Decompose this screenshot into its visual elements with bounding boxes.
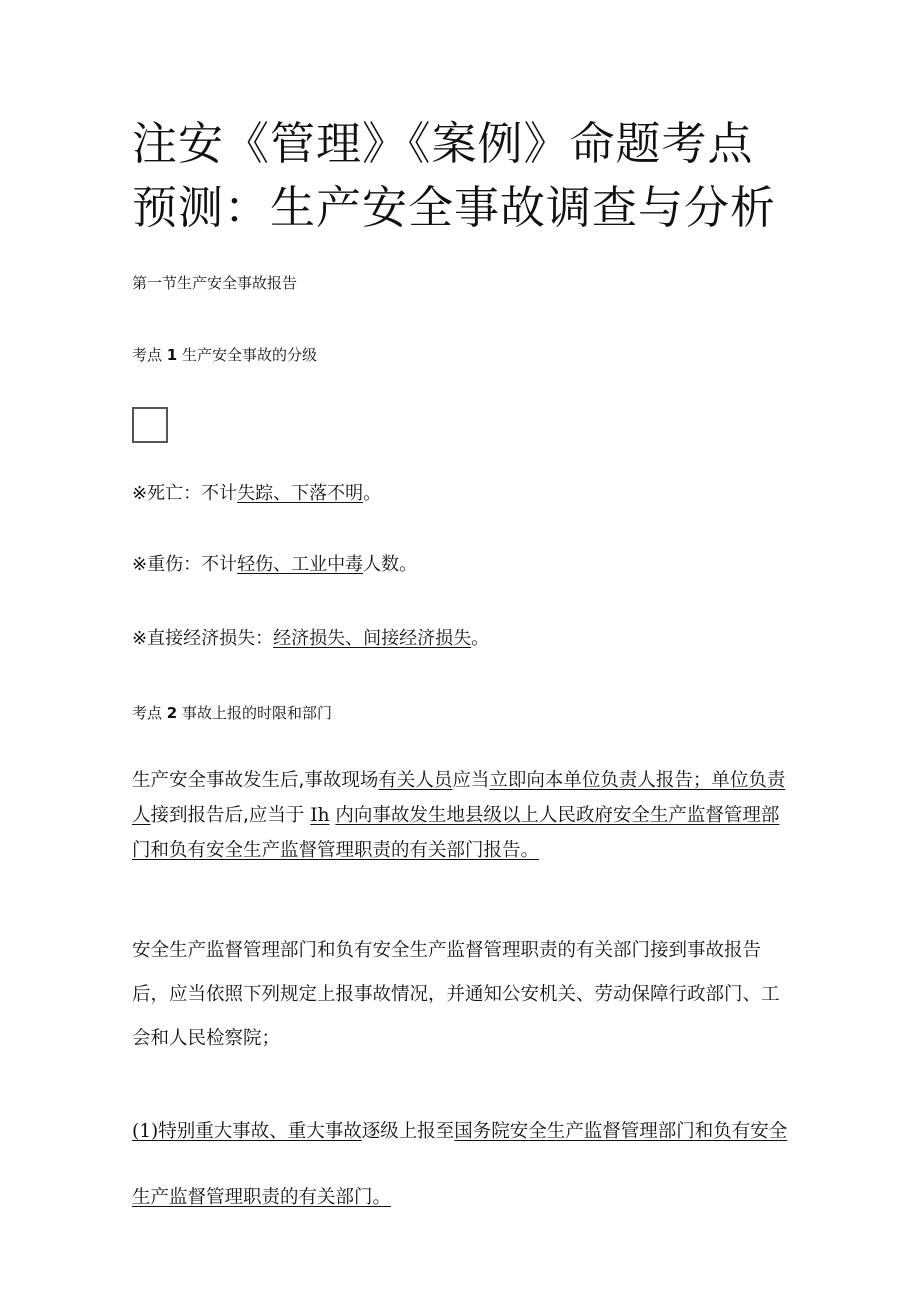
image-placeholder-box [132,407,168,443]
point-1-heading [132,345,317,365]
note-loss-underlined: 经济损失、间接经济损失 [273,628,472,649]
item1-c: 上报至 [398,1121,455,1142]
point-2-text: 事故上报的时限和部门 [182,704,333,722]
note-death-underlined: 失踪、下落不明 [237,483,364,504]
item1-a: 特别重大事故、重大事故 [158,1121,362,1142]
point-1-prefix: 考点 [132,346,163,364]
list-item-1 [132,1099,792,1231]
note-injury-suffix: 人数。 [363,554,418,575]
paragraph-report-procedure [132,763,792,868]
item1-number: (1) [132,1121,159,1142]
note-injury-underlined: 轻伤、工业中毒 [237,554,364,575]
section-heading: 第一节生产安全事故报告 [132,274,298,292]
para1-d: 立即向本单位负责人报告；单位负责人 [132,770,786,826]
note-death [132,482,381,506]
document-title: 注安《管理》《案例》命题考点预测：生产安全事故调查与分析 [132,117,777,234]
para1-time-limit: Ih [310,805,330,826]
para1-b: 有关人员 [378,770,453,791]
item1-d: 国务院安全生产监督管理部门和负有安全生产监督管理职责的有关部门。 [132,1121,788,1208]
point-2-number: 2 [166,704,178,722]
point-2-prefix: 考点 [132,704,163,722]
paragraph-escalation: 安全生产监督管理部门和负有安全生产监督管理职责的有关部门接到事故报告后，应当依照下列规定上报事故情况，并通知公安机关、劳动保障行政部门、工会和人民检察院； [132,940,780,1049]
note-economic-loss [132,627,489,651]
point-1-text: 生产安全事故的分级 [182,346,318,364]
para1-a: 生产安全事故发生后,事故现场 [132,770,379,791]
note-death-suffix: 。 [363,483,382,504]
item1-b: 逐级 [361,1121,399,1142]
note-injury-prefix: ※重伤：不计 [132,554,238,575]
para1-c: 应当 [452,770,490,791]
note-death-prefix: ※死亡：不计 [132,483,238,504]
point-2-heading [132,703,332,723]
note-loss-prefix: ※直接经济损失： [132,628,274,649]
para1-g: 内向事故发生地县级以上人民政府安全生产监督管理部门和负有安全生产监督管理职责的有关部门报告。 [132,805,780,861]
para1-e: 接到报告后,应当于 [150,805,305,826]
note-serious-injury [132,553,417,577]
note-loss-suffix: 。 [471,628,490,649]
point-1-number: 1 [166,346,178,364]
